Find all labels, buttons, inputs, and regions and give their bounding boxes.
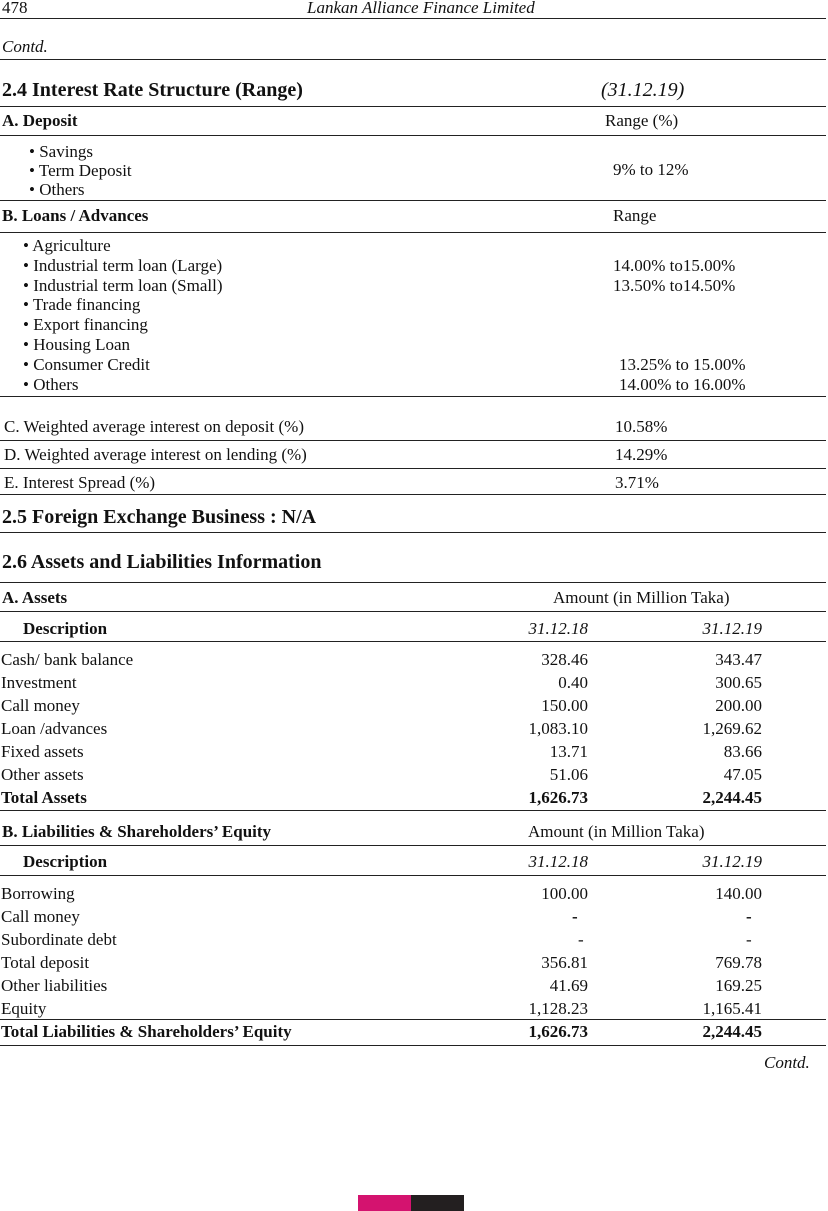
table-row xyxy=(0,742,828,765)
assets-total-2018: 1,626.73 xyxy=(528,788,588,807)
row-description: Subordinate debt xyxy=(1,930,117,949)
liabilities-total-label: Total Liabilities & Shareholders’ Equity xyxy=(1,1022,292,1041)
table-row xyxy=(0,884,828,907)
loans-label: B. Loans / Advances xyxy=(2,206,149,225)
row-value-2019: 169.25 xyxy=(715,976,762,995)
list-item: • Consumer Credit xyxy=(23,354,150,374)
list-item: • Industrial term loan (Large) xyxy=(23,255,223,275)
row-description: Call money xyxy=(1,907,80,926)
liabilities-desc-header: Description xyxy=(23,852,108,871)
list-item: • Trade financing xyxy=(23,295,141,315)
interest-date: (31.12.19) xyxy=(601,79,685,101)
liabilities-amount-header: Amount (in Million Taka) xyxy=(528,822,705,841)
section-title-assets-liabilities: 2.6 Assets and Liabilities Information xyxy=(2,551,322,573)
table-row xyxy=(0,650,828,673)
row-value-2018: 1,083.10 xyxy=(528,719,588,738)
row-description: Equity xyxy=(1,999,47,1018)
liabilities-total-2019: 2,244.45 xyxy=(702,1022,762,1041)
row-value-2019: 343.47 xyxy=(715,650,762,669)
row-value-2018: 41.69 xyxy=(549,976,588,995)
assets-table-body xyxy=(0,650,828,788)
deposit-items xyxy=(29,142,132,199)
row-value-2018: 100.00 xyxy=(541,884,588,903)
table-row xyxy=(0,696,828,719)
row-value-2019: 769.78 xyxy=(715,953,762,972)
assets-total-label: Total Assets xyxy=(1,788,87,807)
row-value-2019: 200.00 xyxy=(715,696,762,715)
table-row xyxy=(0,719,828,742)
weighted-lending-value: 14.29% xyxy=(615,445,668,464)
list-item: • Export financing xyxy=(23,315,148,335)
section-title-interest: 2.4 Interest Rate Structure (Range) xyxy=(2,79,303,101)
contd-top: Contd. xyxy=(2,37,48,56)
contd-bottom: Contd. xyxy=(764,1053,810,1072)
row-value-2019: 1,165.41 xyxy=(702,999,762,1018)
spread-label: E. Interest Spread (%) xyxy=(4,473,156,492)
row-value-2018: 51.06 xyxy=(549,765,588,784)
row-description: Loan /advances xyxy=(1,719,108,738)
row-value-2018: 150.00 xyxy=(541,696,588,715)
row-description: Borrowing xyxy=(1,884,75,903)
list-item: • Savings xyxy=(29,142,94,161)
list-item: • Housing Loan xyxy=(23,334,130,354)
row-description: Investment xyxy=(1,673,77,692)
others-range: 14.00% to 16.00% xyxy=(619,375,746,394)
liabilities-table-body xyxy=(0,884,828,1022)
liabilities-label: B. Liabilities & Shareholders’ Equity xyxy=(2,822,272,841)
assets-total-2019: 2,244.45 xyxy=(702,788,762,807)
table-row xyxy=(0,976,828,999)
row-value-2018: 1,128.23 xyxy=(528,999,588,1018)
footer-color-bar-magenta xyxy=(358,1195,411,1211)
row-description: Other assets xyxy=(1,765,84,784)
assets-desc-header: Description xyxy=(23,619,108,638)
company-name: Lankan Alliance Finance Limited xyxy=(307,0,535,17)
page-number: 478 xyxy=(2,0,28,17)
table-row xyxy=(0,907,828,930)
weighted-deposit-value: 10.58% xyxy=(615,417,668,436)
industrial-large-range: 14.00% to15.00% xyxy=(613,256,736,275)
list-item: • Term Deposit xyxy=(29,160,132,180)
row-description: Cash/ bank balance xyxy=(1,650,134,669)
table-row xyxy=(0,765,828,788)
liabilities-col1-header: 31.12.18 xyxy=(528,852,588,871)
assets-col2-header: 31.12.19 xyxy=(702,619,762,638)
deposit-range-value: 9% to 12% xyxy=(613,160,689,179)
deposit-range-header: Range (%) xyxy=(605,111,679,130)
table-row xyxy=(0,930,828,953)
row-value-2019: 47.05 xyxy=(723,765,762,784)
table-row xyxy=(0,673,828,696)
liabilities-total-2018: 1,626.73 xyxy=(528,1022,588,1041)
row-value-2018: - xyxy=(578,930,584,949)
row-value-2019: 140.00 xyxy=(715,884,762,903)
assets-amount-header: Amount (in Million Taka) xyxy=(553,588,730,607)
section-title-forex: 2.5 Foreign Exchange Business : N/A xyxy=(2,506,317,528)
row-value-2018: 13.71 xyxy=(549,742,588,761)
row-value-2019: - xyxy=(746,907,752,926)
row-value-2019: - xyxy=(746,930,752,949)
row-description: Call money xyxy=(1,696,80,715)
loans-range-header: Range xyxy=(613,206,657,225)
list-item: • Agriculture xyxy=(23,236,111,255)
industrial-small-range: 13.50% to14.50% xyxy=(613,276,736,295)
table-row xyxy=(0,953,828,976)
weighted-lending-label: D. Weighted average interest on lending (%) xyxy=(4,445,307,464)
row-value-2018: 328.46 xyxy=(541,650,588,669)
row-description: Fixed assets xyxy=(1,742,84,761)
row-value-2018: 356.81 xyxy=(541,953,588,972)
list-item: • Others xyxy=(23,374,79,394)
row-value-2018: 0.40 xyxy=(558,673,588,692)
row-description: Other liabilities xyxy=(1,976,108,995)
consumer-credit-range: 13.25% to 15.00% xyxy=(619,355,746,374)
deposit-label: A. Deposit xyxy=(2,111,78,130)
row-value-2018: - xyxy=(572,907,578,926)
loans-items xyxy=(23,236,223,394)
row-description: Total deposit xyxy=(1,953,90,972)
row-value-2019: 300.65 xyxy=(715,673,762,692)
row-value-2019: 1,269.62 xyxy=(702,719,762,738)
assets-col1-header: 31.12.18 xyxy=(528,619,588,638)
spread-value: 3.71% xyxy=(615,473,659,492)
weighted-deposit-label: C. Weighted average interest on deposit (%) xyxy=(4,417,304,436)
assets-label: A. Assets xyxy=(2,588,68,607)
liabilities-col2-header: 31.12.19 xyxy=(702,852,762,871)
row-value-2019: 83.66 xyxy=(723,742,762,761)
list-item: • Industrial term loan (Small) xyxy=(23,275,223,295)
footer-color-bar-black xyxy=(411,1195,464,1211)
list-item: • Others xyxy=(29,179,85,199)
